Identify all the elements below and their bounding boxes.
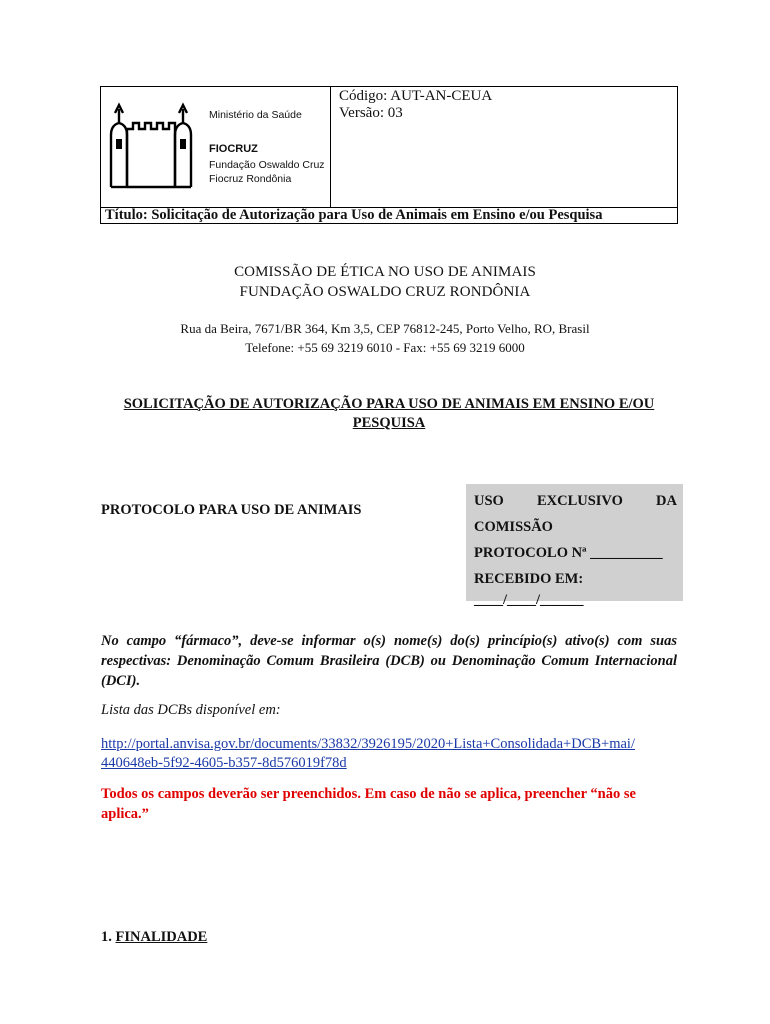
commission-line-2: FUNDAÇÃO OSWALDO CRUZ RONDÔNIA — [239, 284, 531, 300]
document-header-table — [100, 86, 678, 224]
commission-name — [0, 262, 770, 302]
commission-line-1: COMISSÃO DE ÉTICA NO USO DE ANIMAIS — [234, 264, 536, 280]
logo-unit-text: Fiocruz Rondônia — [209, 173, 292, 185]
farmaco-instruction: No campo “fármaco”, deve-se informar o(s) nome(s) do(s) princípio(s) ativo(s) com suas respectivas: Denominação Comum Brasileira (DCB) ou Denominação Comum Internacional (DCI). — [101, 633, 677, 689]
box-word-da: DA — [656, 493, 677, 509]
received-date-field[interactable]: ____/____/______ — [474, 592, 584, 608]
box-word-comissao: COMISSÃO — [474, 519, 553, 535]
dcb-link-line-2[interactable]: 440648eb-5f92-4605-b357-8d576019f78d — [101, 755, 347, 771]
box-word-exclusivo: EXCLUSIVO — [536, 493, 623, 509]
logo-org-text: FIOCRUZ — [209, 143, 258, 155]
fiocruz-castle-logo-icon — [107, 95, 197, 190]
code-version-cell — [331, 87, 677, 207]
title-row — [101, 207, 677, 224]
dcb-list-link[interactable] — [101, 735, 681, 773]
phone-fax-line: Telefone: +55 69 3219 6010 - Fax: +55 69 3219 6000 — [245, 340, 525, 355]
logo-foundation-text: Fundação Oswaldo Cruz — [209, 159, 325, 171]
request-title-line-1: SOLICITAÇÃO DE AUTORIZAÇÃO PARA USO DE ANIMAIS EM ENSINO E/OU — [123, 396, 655, 412]
section-1-number: 1. — [101, 929, 112, 945]
request-title-line-2: PESQUISA — [352, 415, 426, 431]
section-1-title: FINALIDADE — [115, 929, 208, 945]
dcb-link-line-1[interactable]: http://portal.anvisa.gov.br/documents/33832/3926195/2020+Lista+Consolidada+DCB+mai/ — [101, 736, 635, 752]
address-block — [0, 319, 770, 357]
document-code: Código: AUT-AN-CEUA — [339, 88, 493, 104]
logo-ministry-text: Ministério da Saúde — [209, 109, 302, 121]
request-title — [100, 395, 678, 433]
box-word-uso: USO — [474, 493, 504, 509]
document-version: Versão: 03 — [339, 105, 403, 121]
required-fields-note: Todos os campos deverão ser preenchidos. Em caso de não se aplica, preencher “não se aplica.” — [101, 786, 636, 822]
dcb-list-label: Lista das DCBs disponível em: — [101, 702, 281, 718]
received-label: RECEBIDO EM: — [474, 571, 584, 587]
box-header-line — [474, 488, 677, 514]
protocol-number-field[interactable]: PROTOCOLO Nª __________ — [474, 545, 663, 561]
address-line: Rua da Beira, 7671/BR 364, Km 3,5, CEP 76812-245, Porto Velho, RO, Brasil — [180, 321, 590, 336]
document-title: Título: Solicitação de Autorização para Uso de Animais em Ensino e/ou Pesquisa — [105, 207, 603, 223]
section-1-heading — [101, 929, 207, 946]
logo-cell — [101, 87, 331, 207]
protocol-label: PROTOCOLO PARA USO DE ANIMAIS — [101, 502, 362, 518]
commission-use-box — [466, 484, 683, 608]
